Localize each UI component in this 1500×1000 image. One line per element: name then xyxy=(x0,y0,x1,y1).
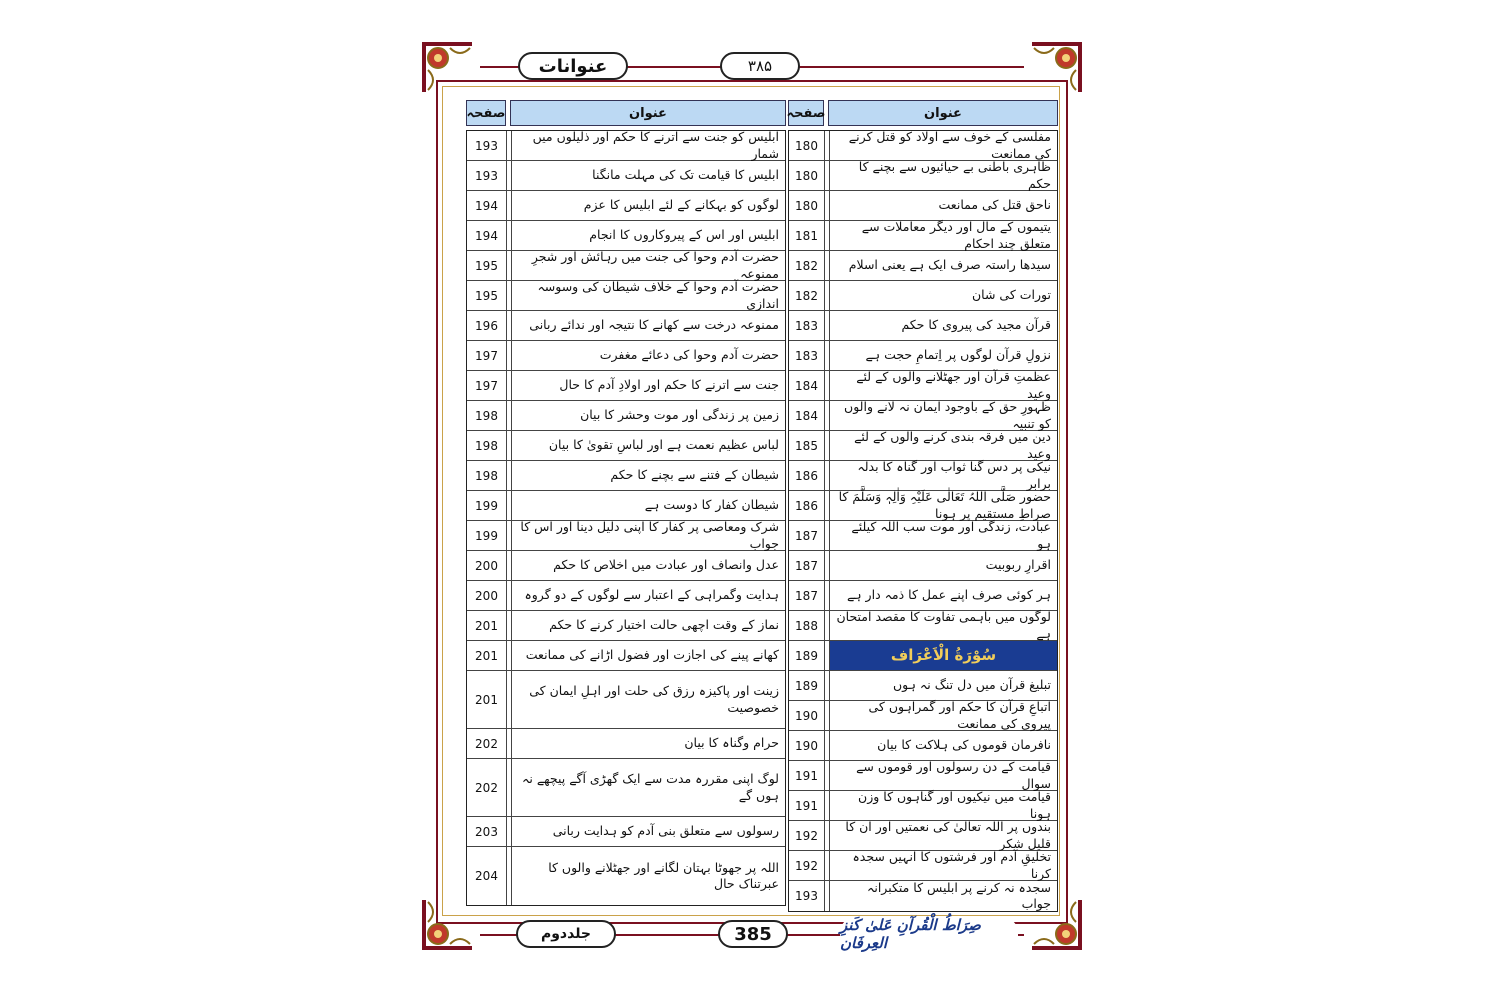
row-title: نزولِ قرآن لوگوں پر اِتمامِ حجت ہے xyxy=(829,341,1057,370)
row-page-number: 203 xyxy=(467,817,507,846)
table-row xyxy=(467,281,785,311)
row-page-number: 183 xyxy=(789,311,825,340)
row-page-number: 198 xyxy=(467,461,507,490)
row-title: تبلیغ قرآن میں دل تنگ نہ ہوں xyxy=(829,671,1057,700)
table-row xyxy=(789,851,1057,881)
row-title: قرآن مجید کی پیروی کا حکم xyxy=(829,311,1057,340)
table-row xyxy=(467,551,785,581)
table-row xyxy=(789,401,1057,431)
row-title: لوگوں کو بہکانے کے لئے ابلیس کا عزم xyxy=(511,191,785,220)
table-row xyxy=(467,491,785,521)
row-page-number: 180 xyxy=(789,161,825,190)
table-row xyxy=(467,671,785,729)
row-page-number: 192 xyxy=(789,821,825,850)
table-row xyxy=(789,371,1057,401)
table-row xyxy=(467,581,785,611)
toc-rows-right xyxy=(788,130,1058,912)
table-row xyxy=(789,191,1057,221)
row-title: یتیموں کے مال اور دیگر معاملات سے متعلق چند احکام xyxy=(829,221,1057,250)
table-row xyxy=(789,821,1057,851)
row-page-number: 188 xyxy=(789,611,825,640)
toc-column-left xyxy=(466,100,786,906)
row-page-number: 201 xyxy=(467,671,507,728)
row-page-number: 187 xyxy=(789,581,825,610)
row-title: لباس عظیم نعمت ہے اور لباسِ تقویٰ کا بیان xyxy=(511,431,785,460)
row-page-number: 191 xyxy=(789,791,825,820)
row-page-number: 182 xyxy=(789,281,825,310)
table-row xyxy=(467,759,785,817)
table-row xyxy=(467,431,785,461)
row-page-number: 193 xyxy=(467,161,507,190)
row-title: ناحق قتل کی ممانعت xyxy=(829,191,1057,220)
table-row xyxy=(789,251,1057,281)
row-page-number: 194 xyxy=(467,221,507,250)
table-row xyxy=(467,191,785,221)
row-title: جنت سے اترنے کا حکم اور اولادِ آدم کا حال xyxy=(511,371,785,400)
table-row xyxy=(789,521,1057,551)
row-page-number: 200 xyxy=(467,581,507,610)
row-title: قیامت میں نیکیوں اور گناہوں کا وزن ہونا xyxy=(829,791,1057,820)
column-header-title: عنوان xyxy=(828,100,1058,126)
row-title: دین میں فرقہ بندی کرنے والوں کے لئے وعید xyxy=(829,431,1057,460)
row-title: ہدایت وگمراہی کے اعتبار سے لوگوں کے دو گروہ xyxy=(511,581,785,610)
table-row xyxy=(789,701,1057,731)
book-title-logo: صِرَاطُ الْقُرآنِ عَلیٰ کَنزِ العِرفَان xyxy=(840,918,1018,950)
table-row xyxy=(467,371,785,401)
table-header xyxy=(788,100,1058,126)
table-row xyxy=(467,131,785,161)
row-page-number: 197 xyxy=(467,341,507,370)
row-title: نیکی پر دس گنا ثواب اور گناہ کا بدلہ برابر xyxy=(829,461,1057,490)
table-row xyxy=(789,641,1057,671)
row-page-number: 192 xyxy=(789,851,825,880)
row-title: ظہورِ حق کے باوجود ایمان نہ لانے والوں کو تنبیہ xyxy=(829,401,1057,430)
row-page-number: 200 xyxy=(467,551,507,580)
table-row xyxy=(789,551,1057,581)
table-row xyxy=(789,611,1057,641)
row-page-number: 193 xyxy=(467,131,507,160)
row-page-number: 181 xyxy=(789,221,825,250)
table-row xyxy=(467,817,785,847)
page-number-top: ۳۸۵ xyxy=(720,52,800,80)
toc-column-right xyxy=(788,100,1058,912)
table-row xyxy=(467,221,785,251)
row-title: حضرت آدم وحوا کی جنت میں رہائش اور شجرِ ممنوعہ xyxy=(511,251,785,280)
table-row xyxy=(467,611,785,641)
table-row xyxy=(467,461,785,491)
row-page-number: 186 xyxy=(789,461,825,490)
row-title: حضرت آدم وحوا کی دعائے مغفرت xyxy=(511,341,785,370)
corner-ornament-icon xyxy=(1028,40,1084,96)
table-row xyxy=(467,251,785,281)
row-title: زمین پر زندگی اور موت وحشر کا بیان xyxy=(511,401,785,430)
row-title: ابلیس کو جنت سے اترنے کا حکم اور ذلیلوں میں شمار xyxy=(511,131,785,160)
row-page-number: 184 xyxy=(789,401,825,430)
row-page-number: 184 xyxy=(789,371,825,400)
corner-ornament-icon xyxy=(420,40,476,96)
row-page-number: 195 xyxy=(467,281,507,310)
row-page-number: 196 xyxy=(467,311,507,340)
table-row xyxy=(789,281,1057,311)
toc-rows-left xyxy=(466,130,786,906)
row-title: عدل وانصاف اور عبادت میں اخلاص کا حکم xyxy=(511,551,785,580)
table-row xyxy=(467,729,785,759)
row-title: حرام وگناہ کا بیان xyxy=(511,729,785,758)
table-row xyxy=(789,221,1057,251)
row-page-number: 182 xyxy=(789,251,825,280)
table-row xyxy=(789,761,1057,791)
row-page-number: 204 xyxy=(467,847,507,905)
row-title: ظاہری باطنی بے حیائیوں سے بچنے کا حکم xyxy=(829,161,1057,190)
row-page-number: 189 xyxy=(789,671,825,700)
row-title: قیامت کے دن رسولوں اور قوموں سے سوال xyxy=(829,761,1057,790)
volume-label: جلددوم xyxy=(516,920,616,948)
row-title: نافرمان قوموں کی ہلاکت کا بیان xyxy=(829,731,1057,760)
row-page-number: 201 xyxy=(467,611,507,640)
row-title: ابلیس اور اس کے پیروکاروں کا انجام xyxy=(511,221,785,250)
table-row xyxy=(467,641,785,671)
table-row xyxy=(467,161,785,191)
row-title: بندوں پر اللہ تعالیٰ کی نعمتیں اور ان کا قلیل شکر xyxy=(829,821,1057,850)
row-page-number: 194 xyxy=(467,191,507,220)
row-page-number: 187 xyxy=(789,551,825,580)
row-title: حضرت آدم وحوا کے خلاف شیطان کی وسوسہ اندازی xyxy=(511,281,785,310)
column-header-page: صفحہ xyxy=(466,100,506,126)
row-title: لوگوں میں باہمی تفاوت کا مقصد امتحان ہے xyxy=(829,611,1057,640)
row-page-number: 199 xyxy=(467,491,507,520)
table-row xyxy=(789,731,1057,761)
row-page-number: 193 xyxy=(789,881,825,911)
table-row xyxy=(467,401,785,431)
table-row xyxy=(789,461,1057,491)
row-page-number: 190 xyxy=(789,731,825,760)
row-title: سجدہ نہ کرنے پر ابلیس کا متکبرانہ جواب xyxy=(829,881,1057,911)
row-title: ہر کوئی صرف اپنے عمل کا ذمہ دار ہے xyxy=(829,581,1057,610)
row-page-number: 190 xyxy=(789,701,825,730)
table-row xyxy=(789,431,1057,461)
table-row xyxy=(789,671,1057,701)
row-title: رسولوں سے متعلق بنی آدم کو ہدایت ربانی xyxy=(511,817,785,846)
row-title: شیطان کفار کا دوست ہے xyxy=(511,491,785,520)
table-header xyxy=(466,100,786,126)
row-page-number: 186 xyxy=(789,491,825,520)
row-title: مفلسی کے خوف سے اولاد کو قتل کرنے کی ممانعت xyxy=(829,131,1057,160)
row-page-number: 202 xyxy=(467,759,507,816)
table-row xyxy=(467,341,785,371)
row-page-number: 197 xyxy=(467,371,507,400)
row-page-number: 195 xyxy=(467,251,507,280)
table-row xyxy=(467,521,785,551)
column-header-title: عنوان xyxy=(510,100,786,126)
row-title: شرک ومعاصی پر کفار کا اپنی دلیل دینا اور اس کا جواب xyxy=(511,521,785,550)
row-title: سیدھا راستہ صرف ایک ہے یعنی اسلام xyxy=(829,251,1057,280)
row-title: ابلیس کا قیامت تک کی مہلت مانگنا xyxy=(511,161,785,190)
table-row xyxy=(789,311,1057,341)
row-title: شیطان کے فتنے سے بچنے کا حکم xyxy=(511,461,785,490)
row-title: زینت اور پاکیزہ رزق کی حلت اور اہلِ ایمان کی خصوصیت xyxy=(511,671,785,728)
row-title: تخلیقِ آدم اور فرشتوں کا انہیں سجدہ کرنا xyxy=(829,851,1057,880)
row-title: عظمتِ قرآن اور جھٹلانے والوں کے لئے وعید xyxy=(829,371,1057,400)
page-number-bottom: 385 xyxy=(718,920,788,948)
row-title: اتباعِ قرآن کا حکم اور گمراہوں کی پیروی کی ممانعت xyxy=(829,701,1057,730)
row-page-number: 180 xyxy=(789,131,825,160)
table-row xyxy=(467,311,785,341)
row-page-number: 198 xyxy=(467,431,507,460)
table-row xyxy=(789,581,1057,611)
row-title: کھانے پینے کی اجازت اور فضول اڑانے کی ممانعت xyxy=(511,641,785,670)
row-title: عبادت، زندگی اور موت سب اللہ کیلئے ہو xyxy=(829,521,1057,550)
row-page-number: 191 xyxy=(789,761,825,790)
book-page xyxy=(420,40,1084,952)
surah-heading: سُوْرَةُ الْاَعْرَاف xyxy=(829,641,1057,670)
row-page-number: 189 xyxy=(789,641,825,670)
row-page-number: 201 xyxy=(467,641,507,670)
table-row xyxy=(789,491,1057,521)
row-page-number: 202 xyxy=(467,729,507,758)
row-title: ممنوعہ درخت سے کھانے کا نتیجہ اور ندائے ربانی xyxy=(511,311,785,340)
column-header-page: صفحہ xyxy=(788,100,824,126)
row-title: اقرارِ ربوبیت xyxy=(829,551,1057,580)
row-page-number: 183 xyxy=(789,341,825,370)
row-page-number: 198 xyxy=(467,401,507,430)
table-row xyxy=(467,847,785,905)
page-section-title: عنوانات xyxy=(518,52,628,80)
row-title: تورات کی شان xyxy=(829,281,1057,310)
table-row xyxy=(789,161,1057,191)
table-row xyxy=(789,791,1057,821)
row-page-number: 187 xyxy=(789,521,825,550)
row-page-number: 199 xyxy=(467,521,507,550)
row-title: اللہ پر جھوٹا بہتان لگانے اور جھٹلانے والوں کا عبرتناک حال xyxy=(511,847,785,905)
table-row xyxy=(789,131,1057,161)
row-page-number: 185 xyxy=(789,431,825,460)
row-title: لوگ اپنی مقررہ مدت سے ایک گھڑی آگے پیچھے نہ ہوں گے xyxy=(511,759,785,816)
table-row xyxy=(789,881,1057,911)
row-page-number: 180 xyxy=(789,191,825,220)
table-row xyxy=(789,341,1057,371)
row-title: حضور صَلَّی اللہُ تَعَالٰی عَلَیْہِ وَاٰلِہٖ وَسَلَّمَ کا صراطِ مستقیم پر ہونا xyxy=(829,491,1057,520)
row-title: نماز کے وقت اچھی حالت اختیار کرنے کا حکم xyxy=(511,611,785,640)
